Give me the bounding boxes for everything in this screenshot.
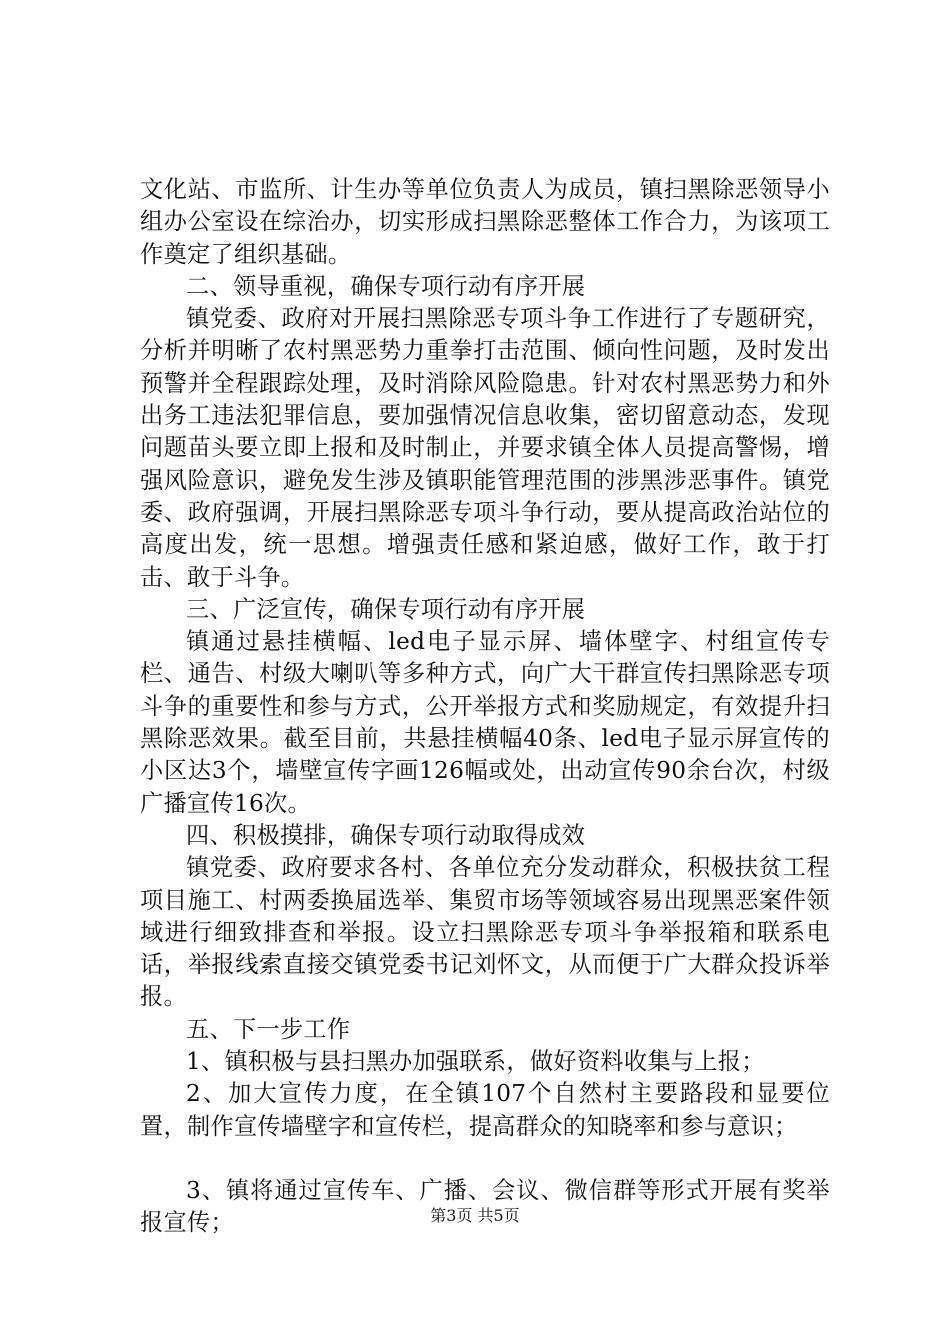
page-number-footer: 第3页 共5页 bbox=[430, 1206, 520, 1225]
paragraph-continuation: 文化站、市监所、计生办等单位负责人为成员，镇扫黑除恶领导小组办公室设在综治办，切实形成扫黑除恶整体工作合力，为该项工作奠定了组织基础。 bbox=[140, 176, 830, 268]
section-heading-2: 二、领导重视，确保专项行动有序开展 bbox=[186, 272, 586, 300]
section-heading-5: 五、下一步工作 bbox=[186, 1015, 351, 1043]
document-body bbox=[140, 174, 830, 1240]
section-heading-3: 三、广泛宣传，确保专项行动有序开展 bbox=[186, 595, 586, 623]
paragraph-section-3: 镇通过悬挂横幅、led电子显示屏、墙体壁字、村组宣传专栏、通告、村级大喇叭等多种方式，向广大干群宣传扫黑除恶专项斗争的重要性和参与方式，公开举报方式和奖励规定，有效提升扫黑除恶效果。截至目前，共悬挂横幅40条、led电子显示屏宣传的小区达3个，墙壁宣传字画126幅或处，出动宣传90余台次，村级广播宣传16次。 bbox=[140, 628, 830, 817]
section-heading-4: 四、积极摸排，确保专项行动取得成效 bbox=[186, 821, 586, 849]
list-item-2: 2、加大宣传力度，在全镇107个自然村主要路段和显要位置，制作宣传墙壁字和宣传栏，提高群众的知晓率和参与意识； bbox=[140, 1080, 830, 1140]
list-item-3: 3、镇将通过宣传车、广播、会议、微信群等形式开展有奖举报宣传； bbox=[140, 1176, 830, 1237]
paragraph-section-2: 镇党委、政府对开展扫黑除恶专项斗争工作进行了专题研究，分析并明晰了农村黑恶势力重拳打击范围、倾向性问题，及时发出预警并全程跟踪处理，及时消除风险隐患。针对农村黑恶势力和外出务工违法犯罪信息，要加强情况信息收集，密切留意动态，发现问题苗头要立即上报和及时制止，并要求镇全体人员提高警惕，增强风险意识，避免发生涉及镇职能管理范围的涉黑涉恶事件。镇党委、政府强调，开展扫黑除恶专项斗争行动，要从提高政治站位的高度出发，统一思想。增强责任感和紧迫感，做好工作，敢于打击、敢于斗争。 bbox=[140, 305, 830, 591]
paragraph-section-4: 镇党委、政府要求各村、各单位充分发动群众，积极扶贫工程项目施工、村两委换届选举、集贸市场等领域容易出现黑恶案件领域进行细致排查和举报。设立扫黑除恶专项斗争举报箱和联系电话，举报线索直接交镇党委书记刘怀文，从而便于广大群众投诉举报。 bbox=[140, 854, 830, 1011]
blank-line bbox=[140, 1143, 830, 1175]
list-item-1: 1、镇积极与县扫黑办加强联系，做好资料收集与上报； bbox=[186, 1048, 765, 1076]
